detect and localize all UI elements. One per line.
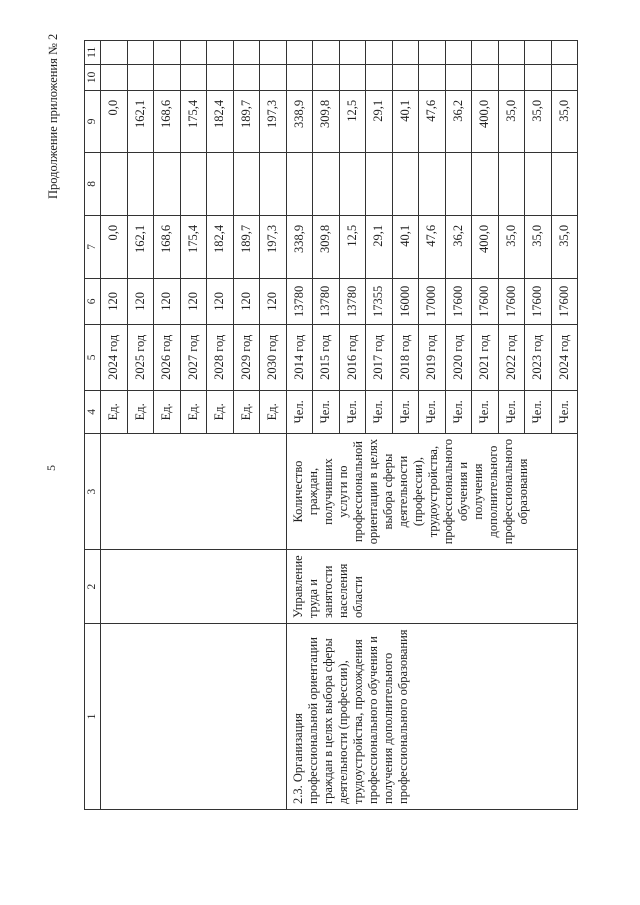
col6-value: 17600	[525, 278, 552, 324]
col11-value	[101, 40, 128, 64]
col11-value	[233, 40, 260, 64]
column-number: 11	[85, 40, 101, 64]
col10-value	[339, 64, 366, 90]
table-row	[286, 40, 313, 809]
unit-cell: Чел.	[445, 390, 472, 433]
year-cell: 2023 год	[525, 324, 552, 390]
year-cell: 2027 год	[180, 324, 207, 390]
col8-value	[419, 152, 446, 215]
col7-value: 162,1	[127, 215, 154, 278]
column-number: 8	[85, 152, 101, 215]
col11-value	[472, 40, 499, 64]
col6-value: 17600	[472, 278, 499, 324]
col11-value	[551, 40, 578, 64]
column-number: 7	[85, 215, 101, 278]
col7-value: 40,1	[392, 215, 419, 278]
year-cell: 2018 год	[392, 324, 419, 390]
indicator-cell-top	[101, 433, 287, 549]
indicator-cell: Количество граждан, получивших услуги по профессиональной ориентации в целях выбора сферы деятельности (профессии), трудоустройства, профессионального обучения и получения дополнительного профессионального образования	[286, 433, 578, 549]
col7-value: 35,0	[551, 215, 578, 278]
col9-value: 35,0	[551, 90, 578, 152]
year-cell: 2030 год	[260, 324, 287, 390]
col7-value: 29,1	[366, 215, 393, 278]
col6-value: 120	[260, 278, 287, 324]
col11-value	[339, 40, 366, 64]
year-cell: 2014 год	[286, 324, 313, 390]
unit-cell: Чел.	[286, 390, 313, 433]
col7-value: 189,7	[233, 215, 260, 278]
col7-value: 12,5	[339, 215, 366, 278]
col10-value	[207, 64, 234, 90]
year-cell: 2024 год	[551, 324, 578, 390]
col9-value: 338,9	[286, 90, 313, 152]
col8-value	[101, 152, 128, 215]
col9-value: 189,7	[233, 90, 260, 152]
col7-value: 0,0	[101, 215, 128, 278]
col10-value	[472, 64, 499, 90]
col8-value	[498, 152, 525, 215]
col7-value: 197,3	[260, 215, 287, 278]
col10-value	[260, 64, 287, 90]
column-number: 9	[85, 90, 101, 152]
column-number: 2	[85, 550, 101, 624]
col8-value	[392, 152, 419, 215]
col8-value	[207, 152, 234, 215]
col6-value: 17000	[419, 278, 446, 324]
col10-value	[313, 64, 340, 90]
col8-value	[233, 152, 260, 215]
column-number: 6	[85, 278, 101, 324]
col9-value: 36,2	[445, 90, 472, 152]
col11-value	[445, 40, 472, 64]
col9-value: 35,0	[525, 90, 552, 152]
col11-value	[313, 40, 340, 64]
col11-value	[154, 40, 181, 64]
col6-value: 17600	[498, 278, 525, 324]
year-cell: 2016 год	[339, 324, 366, 390]
unit-cell: Ед.	[233, 390, 260, 433]
col11-value	[498, 40, 525, 64]
col11-value	[392, 40, 419, 64]
unit-cell: Чел.	[525, 390, 552, 433]
unit-cell: Чел.	[551, 390, 578, 433]
col9-value: 182,4	[207, 90, 234, 152]
col8-value	[551, 152, 578, 215]
col6-value: 16000	[392, 278, 419, 324]
column-number-row	[85, 40, 101, 809]
year-cell: 2015 год	[313, 324, 340, 390]
col9-value: 40,1	[392, 90, 419, 152]
col10-value	[498, 64, 525, 90]
col6-value: 13780	[286, 278, 313, 324]
col8-value	[445, 152, 472, 215]
page-number: 5	[44, 465, 58, 471]
unit-cell: Ед.	[260, 390, 287, 433]
col6-value: 17600	[445, 278, 472, 324]
col9-value: 197,3	[260, 90, 287, 152]
year-cell: 2025 год	[127, 324, 154, 390]
column-number: 4	[85, 390, 101, 433]
col10-value	[154, 64, 181, 90]
col10-value	[445, 64, 472, 90]
col9-value: 47,6	[419, 90, 446, 152]
col8-value	[127, 152, 154, 215]
year-cell: 2024 год	[101, 324, 128, 390]
col7-value: 309,8	[313, 215, 340, 278]
col6-value: 120	[101, 278, 128, 324]
unit-cell: Чел.	[339, 390, 366, 433]
col6-value: 120	[207, 278, 234, 324]
col7-value: 35,0	[525, 215, 552, 278]
column-number: 1	[85, 624, 101, 810]
col8-value	[339, 152, 366, 215]
col6-value: 13780	[313, 278, 340, 324]
column-number: 10	[85, 64, 101, 90]
col10-value	[233, 64, 260, 90]
unit-cell: Чел.	[498, 390, 525, 433]
appendix-continuation-label: Продолжение приложения № 2	[46, 33, 60, 199]
col8-value	[154, 152, 181, 215]
col6-value: 120	[127, 278, 154, 324]
unit-cell: Чел.	[419, 390, 446, 433]
col7-value: 182,4	[207, 215, 234, 278]
year-cell: 2021 год	[472, 324, 499, 390]
year-cell: 2020 год	[445, 324, 472, 390]
unit-cell: Ед.	[101, 390, 128, 433]
year-cell: 2019 год	[419, 324, 446, 390]
col9-value: 35,0	[498, 90, 525, 152]
col7-value: 400,0	[472, 215, 499, 278]
unit-cell: Чел.	[366, 390, 393, 433]
col8-value	[313, 152, 340, 215]
col6-value: 120	[154, 278, 181, 324]
col11-value	[366, 40, 393, 64]
col9-value: 162,1	[127, 90, 154, 152]
col7-value: 35,0	[498, 215, 525, 278]
col11-value	[127, 40, 154, 64]
col7-value: 338,9	[286, 215, 313, 278]
col10-value	[127, 64, 154, 90]
unit-cell: Чел.	[472, 390, 499, 433]
unit-cell: Чел.	[392, 390, 419, 433]
col7-value: 47,6	[419, 215, 446, 278]
col11-value	[180, 40, 207, 64]
year-cell: 2022 год	[498, 324, 525, 390]
col10-value	[419, 64, 446, 90]
col8-value	[472, 152, 499, 215]
table-row	[101, 40, 128, 809]
col9-value: 400,0	[472, 90, 499, 152]
col6-value: 17355	[366, 278, 393, 324]
col9-value: 0,0	[101, 90, 128, 152]
col7-value: 175,4	[180, 215, 207, 278]
col9-value: 175,4	[180, 90, 207, 152]
activity-cell: 2.3. Организация профессиональной ориентации граждан в целях выбора сферы деятельности (профессии), трудоустройства, прохождения профессионального обучения и получения дополнительного профессионального образования	[286, 624, 578, 810]
col10-value	[101, 64, 128, 90]
unit-cell: Чел.	[313, 390, 340, 433]
col11-value	[525, 40, 552, 64]
year-cell: 2028 год	[207, 324, 234, 390]
year-cell: 2026 год	[154, 324, 181, 390]
col10-value	[551, 64, 578, 90]
col6-value: 120	[180, 278, 207, 324]
col8-value	[525, 152, 552, 215]
col8-value	[286, 152, 313, 215]
col9-value: 29,1	[366, 90, 393, 152]
activity-cell-top	[101, 624, 287, 810]
col11-value	[207, 40, 234, 64]
unit-cell: Ед.	[127, 390, 154, 433]
agency-cell-top	[101, 550, 287, 624]
col10-value	[366, 64, 393, 90]
col9-value: 12,5	[339, 90, 366, 152]
col8-value	[366, 152, 393, 215]
col7-value: 168,6	[154, 215, 181, 278]
col9-value: 309,8	[313, 90, 340, 152]
col11-value	[260, 40, 287, 64]
col10-value	[286, 64, 313, 90]
column-number: 3	[85, 433, 101, 549]
agency-cell: Управление труда и занятости населения области	[286, 550, 578, 624]
unit-cell: Ед.	[207, 390, 234, 433]
col6-value: 17600	[551, 278, 578, 324]
unit-cell: Ед.	[180, 390, 207, 433]
col11-value	[286, 40, 313, 64]
col8-value	[260, 152, 287, 215]
col6-value: 120	[233, 278, 260, 324]
col6-value: 13780	[339, 278, 366, 324]
year-cell: 2017 год	[366, 324, 393, 390]
col10-value	[392, 64, 419, 90]
col9-value: 168,6	[154, 90, 181, 152]
column-number: 5	[85, 324, 101, 390]
unit-cell: Ед.	[154, 390, 181, 433]
year-cell: 2029 год	[233, 324, 260, 390]
col10-value	[180, 64, 207, 90]
col10-value	[525, 64, 552, 90]
appendix-table	[84, 40, 578, 810]
col11-value	[419, 40, 446, 64]
col7-value: 36,2	[445, 215, 472, 278]
col8-value	[180, 152, 207, 215]
